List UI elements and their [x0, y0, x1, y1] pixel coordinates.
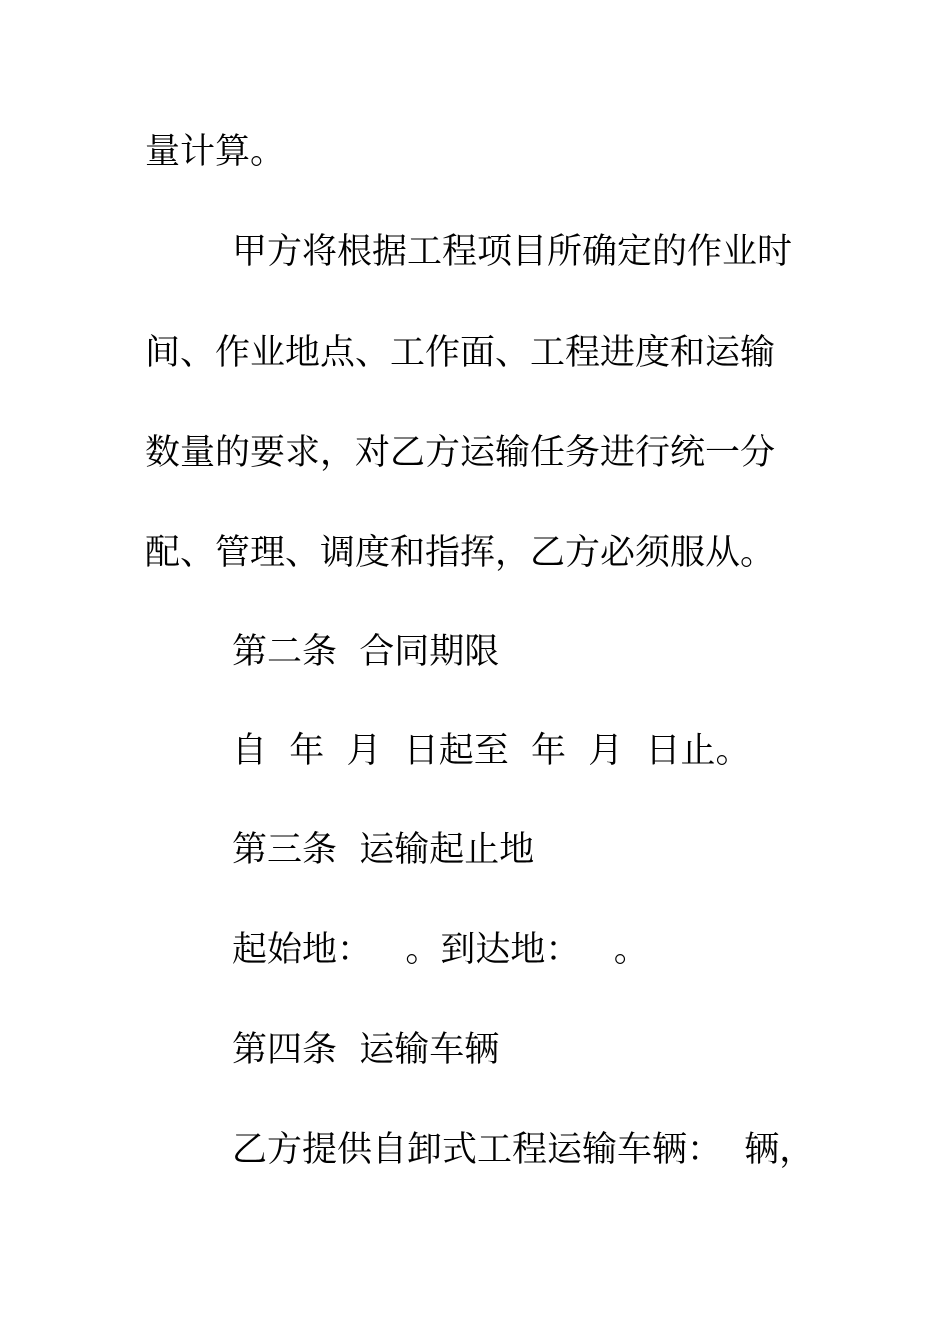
vehicle-provision-line: 乙方提供自卸式工程运输车辆： 辆，	[232, 1130, 815, 1170]
paragraph-line: 间、作业地点、工作面、工程进度和运输	[145, 333, 776, 373]
paragraph-line: 数量的要求，对乙方运输任务进行统一分	[145, 433, 776, 473]
article-heading-2: 第二条 合同期限	[232, 632, 500, 672]
paragraph-continuation-line: 量计算。	[145, 132, 286, 172]
article-heading-3: 第三条 运输起止地	[232, 830, 535, 870]
paragraph-line: 甲方将根据工程项目所确定的作业时	[232, 232, 793, 272]
origin-destination-line: 起始地： 。到达地： 。	[232, 930, 649, 970]
paragraph-line: 配、管理、调度和指挥，乙方必须服从。	[145, 533, 776, 573]
contract-period-line: 自 年 月 日起至 年 月 日止。	[232, 731, 751, 771]
article-heading-4: 第四条 运输车辆	[232, 1030, 500, 1070]
